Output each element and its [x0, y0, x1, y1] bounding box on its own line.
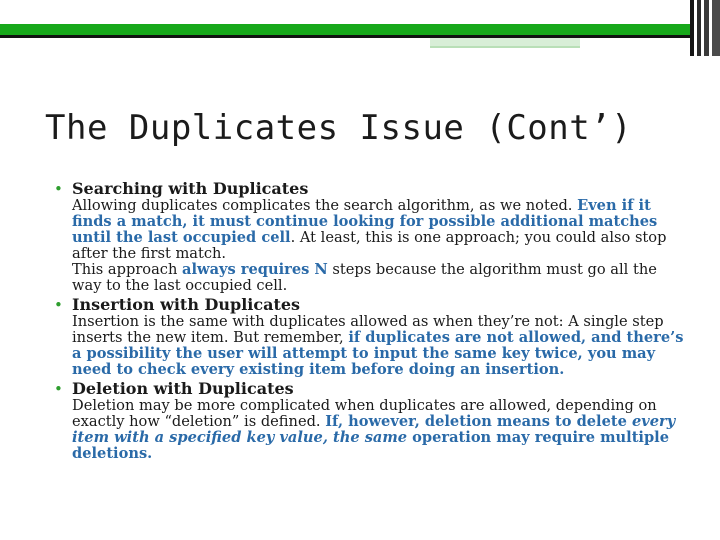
corner-stripe: [704, 0, 709, 56]
text-run: Allowing duplicates complicates the search algorithm, as we noted.: [72, 197, 578, 214]
bullet-paragraph: [54, 314, 684, 378]
emphasis-italic-text: every item with a specified key value, the same: [72, 413, 676, 446]
text-run: Insertion is the same with duplicates allowed as when they’re not: A single step inserts the new item. But remember,: [72, 313, 664, 346]
corner-stripe: [690, 0, 694, 56]
emphasis-text: Even if it finds a match, it must continue looking for possible additional matches until the last occupied cell: [72, 197, 658, 246]
bullet-heading: Searching with Duplicates: [72, 179, 309, 198]
slide-title: The Duplicates Issue (Cont’): [45, 108, 633, 148]
bullet-icon: •: [54, 380, 63, 398]
emphasis-text: operation may require multiple deletions.: [72, 429, 670, 462]
green-band: [0, 24, 690, 35]
text-run: This approach: [72, 261, 182, 278]
bullet-paragraph: [54, 198, 684, 262]
emphasis-text: always requires N: [182, 261, 328, 278]
top-decorative-bar: [0, 0, 720, 40]
light-green-band: [430, 38, 580, 46]
light-green-line: [430, 46, 580, 48]
corner-stripe: [712, 0, 720, 56]
text-run: steps because the algorithm must go all the way to the last occupied cell.: [72, 261, 657, 294]
bullet-paragraph: [54, 398, 684, 462]
bullet-item-searching: [54, 180, 684, 294]
emphasis-text: if duplicates are not allowed, and there’s a possibility the user will attempt to input the same key twice, you may need to check every existing item before doing an insertion.: [72, 329, 684, 378]
bullet-heading: Deletion with Duplicates: [72, 379, 294, 398]
black-line: [0, 35, 690, 38]
text-run: . At least, this is one approach; you could also stop after the first match.: [72, 229, 667, 262]
emphasis-text: If, however, deletion means to delete: [325, 413, 632, 430]
bullet-heading: Insertion with Duplicates: [72, 295, 301, 314]
bullet-icon: •: [54, 296, 63, 314]
bullet-item-deletion: [54, 380, 684, 462]
bullet-icon: •: [54, 180, 63, 198]
bullet-item-insertion: [54, 296, 684, 378]
bullet-paragraph: [54, 262, 684, 294]
corner-stripe: [697, 0, 701, 56]
text-run: Deletion may be more complicated when duplicates are allowed, depending on exactly how “deletion” is defined.: [72, 397, 657, 430]
slide-body: [54, 180, 684, 462]
